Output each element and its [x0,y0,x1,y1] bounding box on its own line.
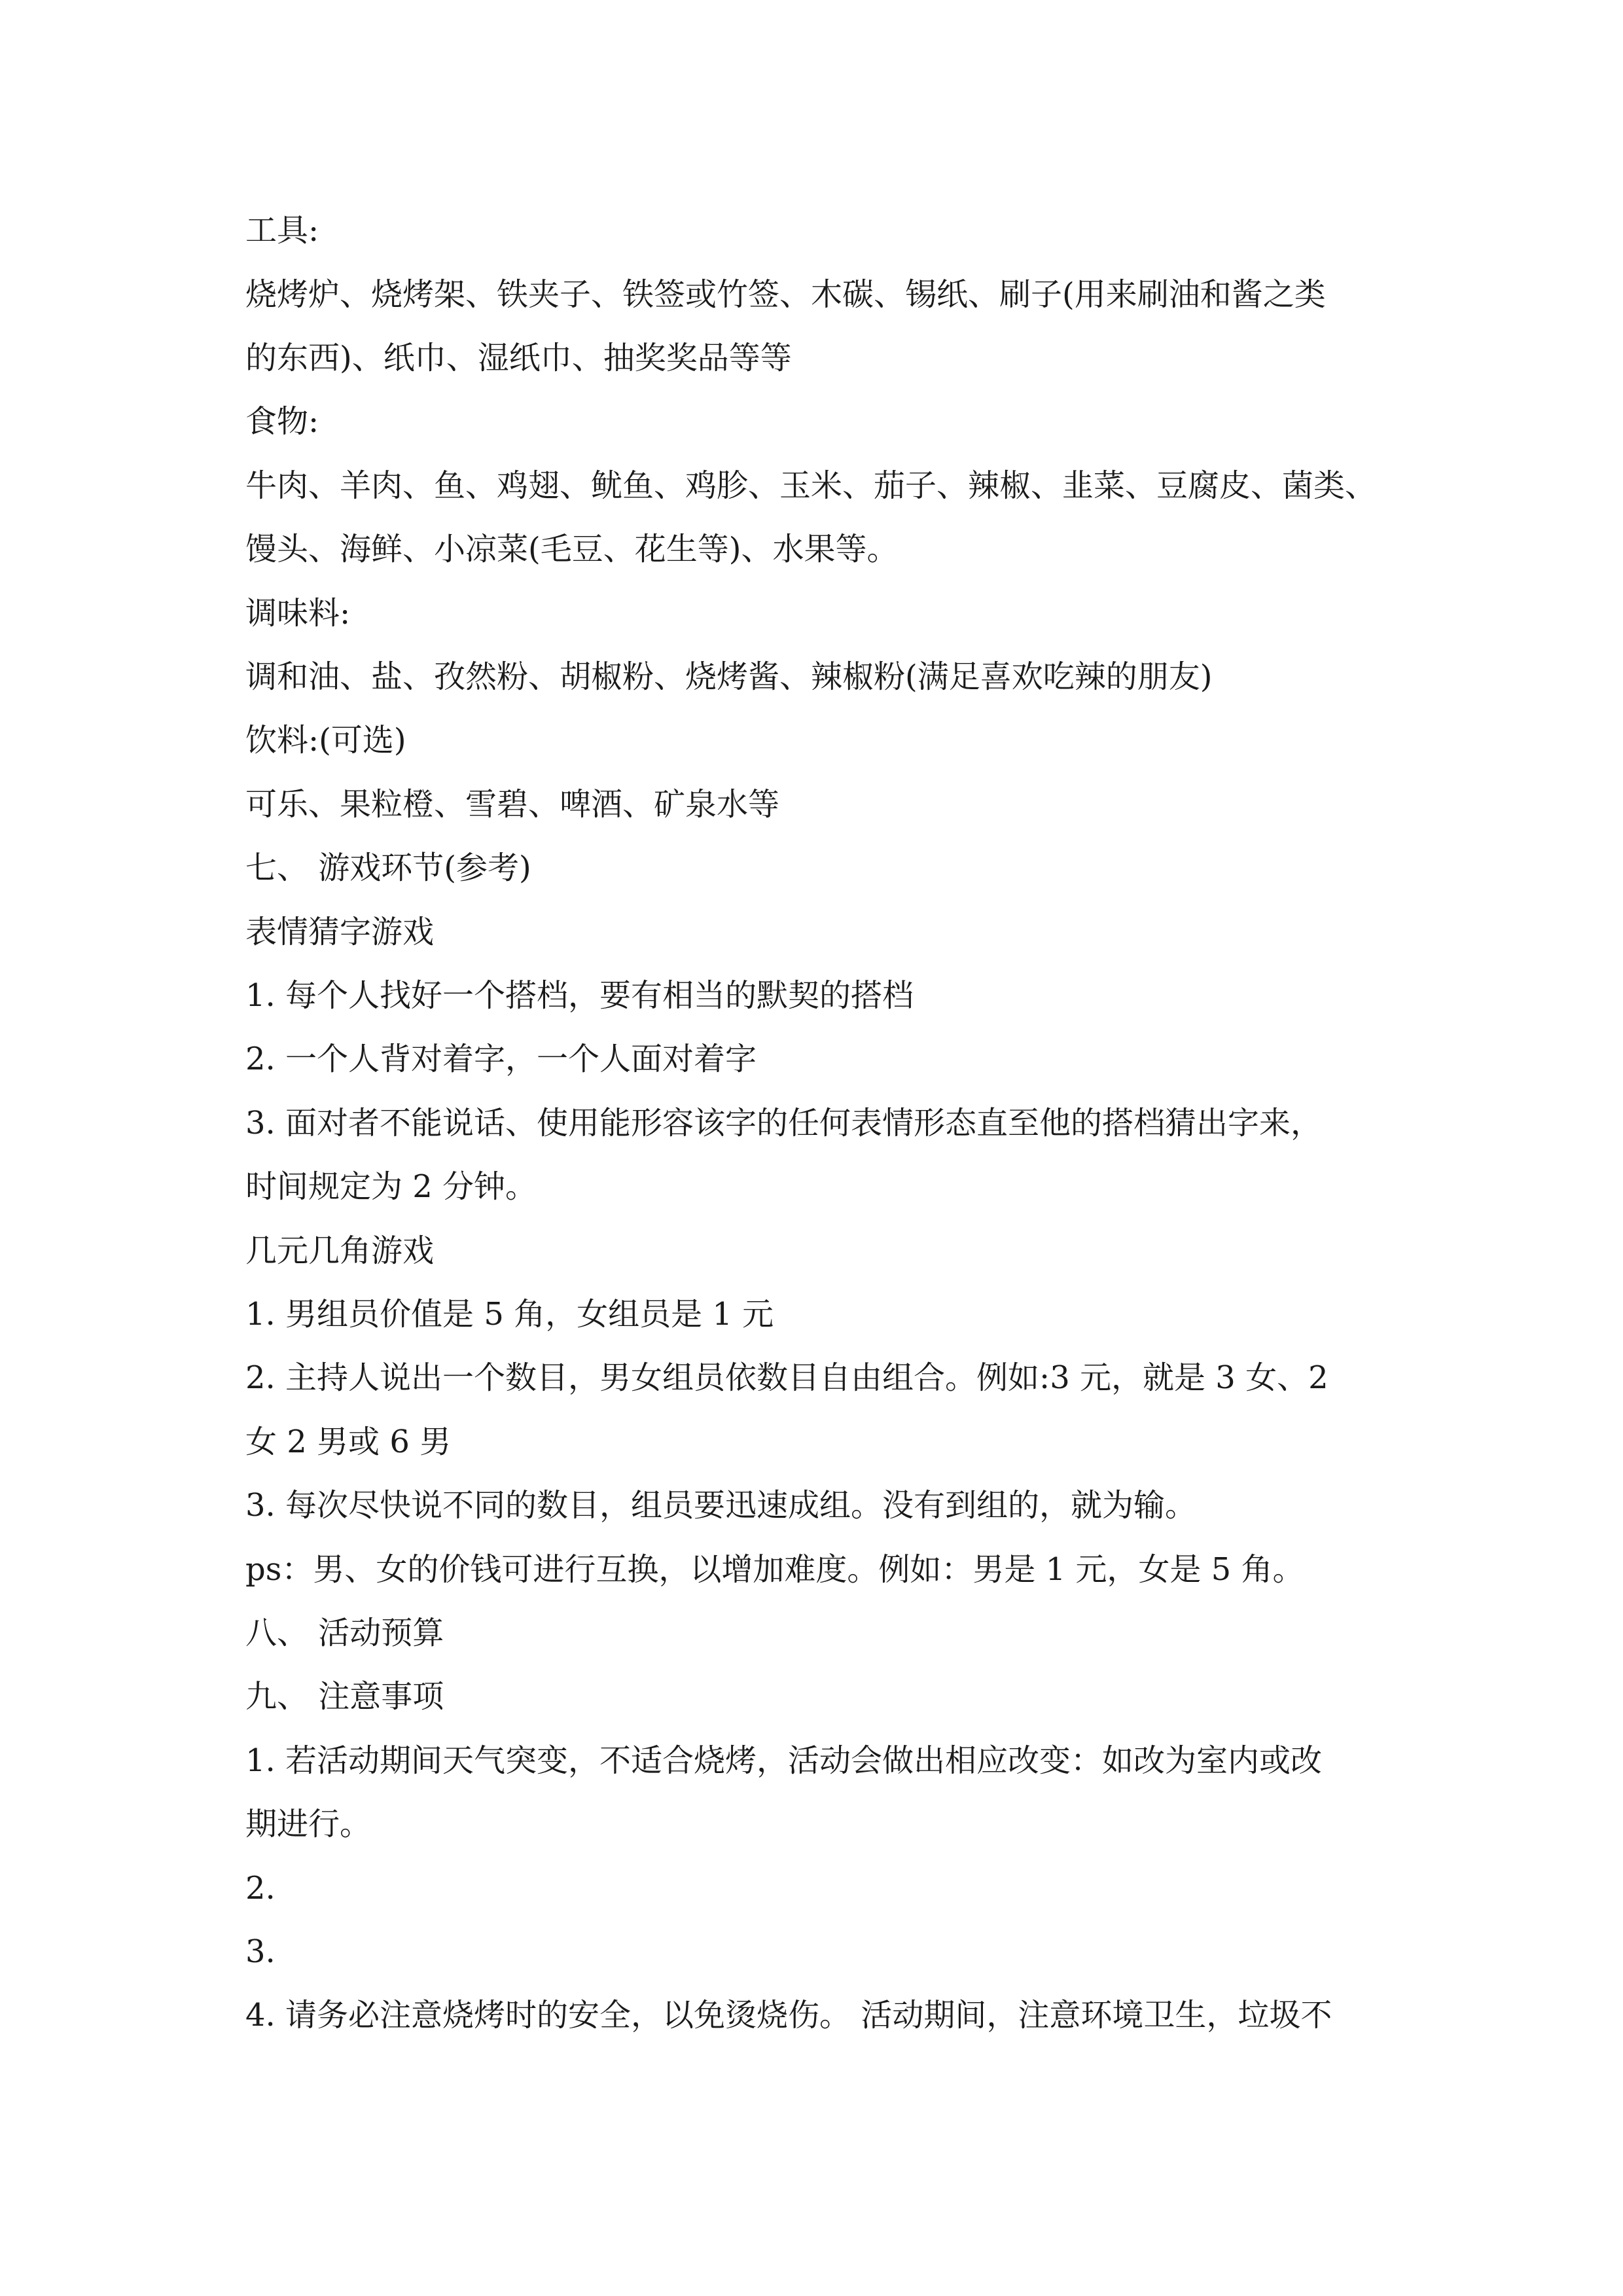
seasoning-list: 调和油、盐、孜然粉、胡椒粉、烧烤酱、辣椒粉(满足喜欢吃辣的朋友) [245,658,1213,695]
tools-list-line-2: 的东西)、纸巾、湿纸巾、抽奖奖品等等 [245,340,792,376]
section-heading-games: 七、 游戏环节(参考) [245,850,531,886]
game2-step-3: 3. 每次尽快说不同的数目，组员要迅速成组。没有到组的，就为输。 [245,1487,1197,1524]
game-title-money: 几元几角游戏 [245,1232,435,1269]
section-heading-tools: 工具: [245,212,319,249]
game2-ps-note: ps：男、女的价钱可进行互换，以增加难度。例如：男是 1 元，女是 5 角。 [245,1551,1304,1588]
section-heading-budget: 八、 活动预算 [245,1615,444,1651]
game2-step-1: 1. 男组员价值是 5 角，女组员是 1 元 [245,1296,774,1333]
note-2: 2. [245,1870,276,1907]
section-heading-drinks: 饮料:(可选) [245,722,406,759]
game-title-expression: 表情猜字游戏 [245,914,435,950]
section-heading-seasoning: 调味料: [245,595,351,632]
note-1-line-1: 1. 若活动期间天气突变，不适合烧烤，活动会做出相应改变：如改为室内或改 [245,1742,1323,1779]
note-3: 3. [245,1933,276,1970]
game1-step-1: 1. 每个人找好一个搭档，要有相当的默契的搭档 [245,977,914,1014]
food-list-line-1: 牛肉、羊肉、鱼、鸡翅、鱿鱼、鸡胗、玉米、茄子、辣椒、韭菜、豆腐皮、菌类、 [245,467,1377,504]
game2-step-2-line-2: 女 2 男或 6 男 [245,1424,452,1460]
note-1-line-2: 期进行。 [245,1806,372,1842]
section-heading-food: 食物: [245,403,319,440]
drinks-list: 可乐、果粒橙、雪碧、啤酒、矿泉水等 [245,786,780,823]
game1-step-3-line-1: 3. 面对者不能说话、使用能形容该字的任何表情形态直至他的搭档猜出字来， [245,1105,1323,1141]
game2-step-2-line-1: 2. 主持人说出一个数目，男女组员依数目自由组合。例如:3 元，就是 3 女、2 [245,1359,1329,1396]
tools-list-line-1: 烧烤炉、烧烤架、铁夹子、铁签或竹签、木碳、锡纸、刷子(用来刷油和酱之类 [245,276,1326,313]
note-4: 4. 请务必注意烧烤时的安全，以免烫烧伤。 活动期间，注意环境卫生，垃圾不 [245,1997,1332,2034]
game1-step-2: 2. 一个人背对着字，一个人面对着字 [245,1041,757,1077]
game1-step-3-line-2: 时间规定为 2 分钟。 [245,1168,537,1205]
section-heading-notes: 九、 注意事项 [245,1678,444,1715]
food-list-line-2: 馒头、海鲜、小凉菜(毛豆、花生等)、水果等。 [245,531,899,567]
